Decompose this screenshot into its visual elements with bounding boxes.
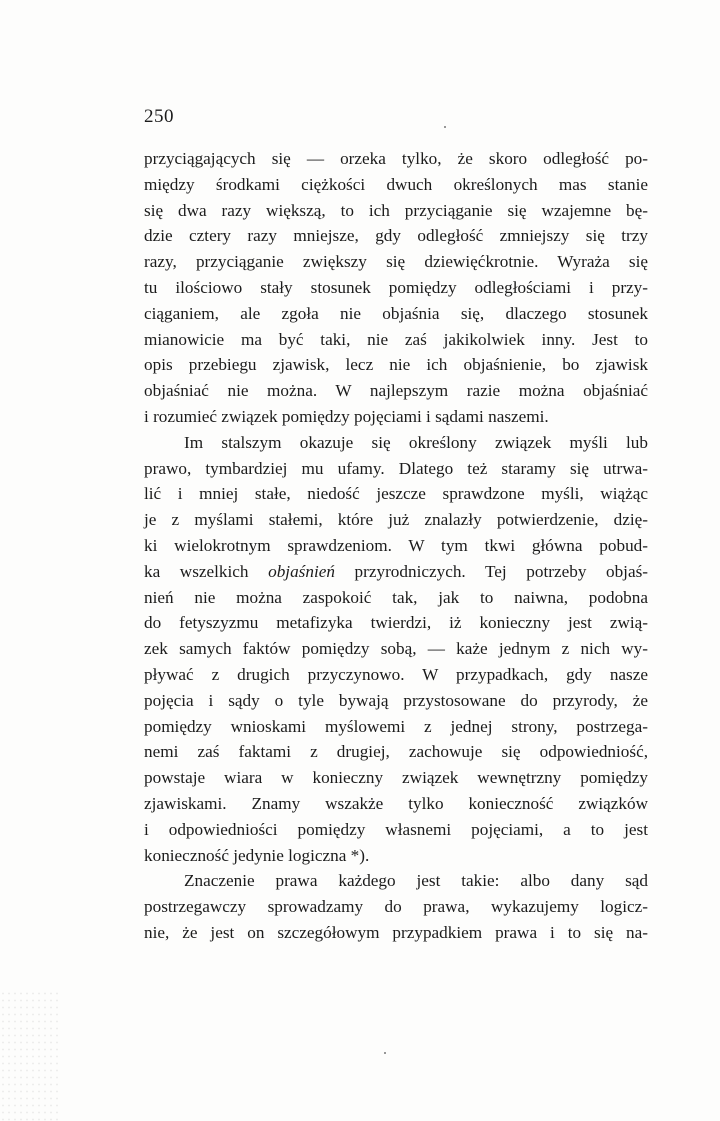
text-line: pomiędzy wnioskami myślowemi z jednej strony, postrzega- [144, 716, 648, 736]
paragraph-end-line: i rozumieć związek pomiędzy pojęciami i sądami naszemi. [144, 406, 549, 426]
emphasized-word: objaśnień [268, 561, 335, 581]
scan-edge-noise [0, 990, 60, 1121]
text-line: dzie cztery razy mniejsze, gdy odległość zmniejszy się trzy [144, 226, 648, 246]
text-line: zek samych faktów pomiędzy sobą, — każe jednym z nich wy- [144, 639, 648, 659]
text-line: ki wielokrotnym sprawdzeniom. W tym tkwi główna pobud- [144, 535, 648, 555]
text-line: pływać z drugich przyczynowo. W przypadkach, gdy nasze [144, 664, 648, 684]
paper-speck [444, 126, 446, 128]
text-line: prawo, tymbardziej mu ufamy. Dlatego też staramy się utrwa- [144, 458, 648, 478]
text-line: opis przebiegu zjawisk, lecz nie ich objaśnienie, bo zjawisk [144, 355, 648, 375]
text-line: do fetyszyzmu metafizyka twierdzi, iż konieczny jest zwią- [144, 613, 648, 633]
text-line: nie, że jest on szczegółowym przypadkiem prawa i to się na- [144, 922, 648, 942]
paper-speck [384, 1052, 386, 1054]
text-line: postrzegawczy sprowadzamy do prawa, wykazujemy logicz- [144, 897, 648, 917]
text-line: pojęcia i sądy o tyle bywają przystosowane do przyrody, że [144, 690, 648, 710]
paragraph-start-line: Znaczenie prawa każdego jest takie: albo dany sąd [184, 871, 648, 891]
text-line: nień nie można zaspokoić tak, jak to naiwna, podobna [144, 587, 648, 607]
page-number: 250 [144, 106, 174, 127]
text-line: objaśniać nie można. W najlepszym razie można objaśniać [144, 381, 648, 401]
text-line: między środkami ciężkości dwuch określonych mas stanie [144, 174, 648, 194]
text-line: i odpowiedniości pomiędzy własnemi pojęciami, a to jest [144, 819, 648, 839]
text-line-with-emphasis [144, 559, 648, 585]
text-line: mianowicie ma być taki, nie zaś jakikolwiek inny. Jest to [144, 329, 648, 349]
text-segment: przyrodniczych. Tej potrzeby objaś- [334, 561, 648, 581]
text-segment: ka wszelkich [144, 561, 269, 581]
text-line: zjawiskami. Znamy wszakże tylko konieczność związków [144, 793, 648, 813]
text-line: przyciągających się — orzeka tylko, że skoro odległość po- [144, 149, 648, 168]
text-line: powstaje wiara w konieczny związek wewnętrzny pomiędzy [144, 768, 648, 788]
text-line: lić i mniej stałe, niedość jeszcze sprawdzone myśli, wiążąc [144, 484, 648, 504]
body-text [144, 146, 648, 946]
text-line: się dwa razy większą, to ich przyciąganie się wzajemne bę- [144, 200, 648, 220]
text-line: razy, przyciąganie zwiększy się dziewięćkrotnie. Wyraża się [144, 252, 648, 272]
paragraph-end-line: konieczność jedynie logiczna *). [144, 845, 370, 865]
text-line: nemi zaś faktami z drugiej, zachowuje się odpowiedniość, [144, 742, 648, 762]
paragraph-start-line: Im stalszym okazuje się określony związek myśli lub [184, 432, 648, 452]
text-line: tu ilościowo stały stosunek pomiędzy odległościami i przy- [144, 277, 648, 297]
text-line: ciąganiem, ale zgoła nie objaśnia się, dlaczego stosunek [144, 303, 648, 323]
text-line: je z myślami stałemi, które już znalazły potwierdzenie, dzię- [144, 510, 648, 530]
